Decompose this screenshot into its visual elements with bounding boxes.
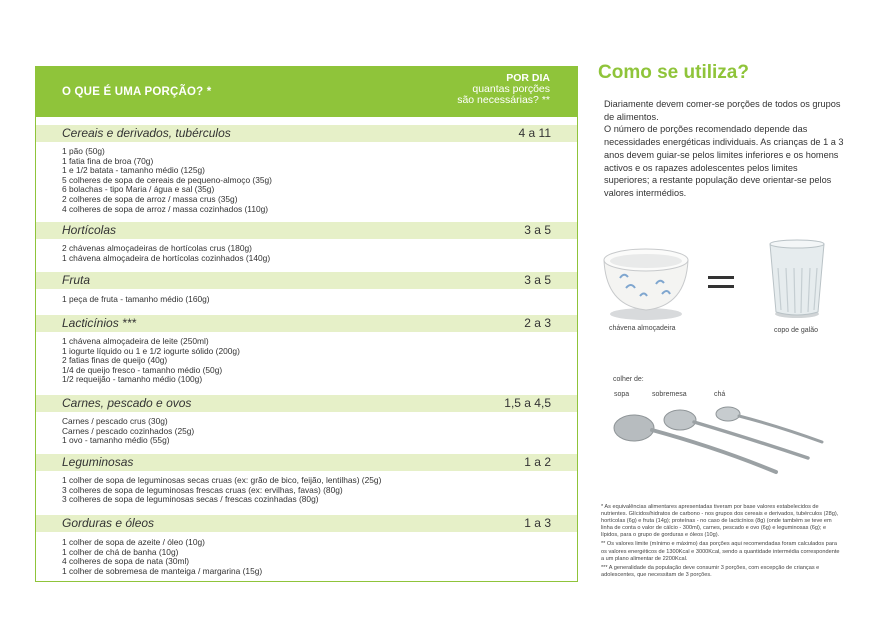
usage-description (604, 98, 844, 200)
category-items (62, 244, 270, 263)
usage-paragraph-1: Diariamente devem comer-se porções de todos os grupos de alimentos. (604, 99, 841, 122)
list-item: 1 e 1/2 batata - tamanho médio (125g) (62, 165, 205, 176)
category-cereais (36, 125, 577, 142)
category-range: 3 a 5 (524, 273, 551, 287)
category-range: 1 a 2 (524, 455, 551, 469)
category-name: Leguminosas (62, 455, 134, 469)
list-item: 1 colher de sobremesa de manteiga / margarina (15g) (62, 565, 263, 576)
list-item: 1 ovo - tamanho médio (55g) (62, 435, 170, 446)
category-name: Hortícolas (62, 223, 117, 237)
list-item: 2 colheres de sopa de arroz / massa crus (35g) (62, 193, 238, 204)
list-item: 1 colher de chá de banha (10g) (62, 546, 179, 557)
list-item: 1 chávena almoçadeira de hortícolas cozinhados (140g) (62, 252, 271, 263)
list-item: 4 colheres de sopa de nata (30ml) (62, 556, 190, 567)
list-item: 6 bolachas - tipo Maria / água e sal (35g) (62, 184, 215, 195)
question-heading: O QUE É UMA PORÇÃO? * (62, 86, 212, 98)
spoon-label-sobremesa: sobremesa (652, 391, 687, 398)
list-item: 1 iogurte líquido ou 1 e 1/2 iogurte sólido (200g) (62, 345, 240, 356)
category-name: Carnes, pescado e ovos (62, 396, 192, 410)
category-items (62, 538, 262, 576)
category-carnes (36, 395, 577, 412)
category-items (62, 417, 194, 446)
per-day-line1: quantas porções (472, 83, 550, 95)
usage-paragraph-2: O número de porções recomendado depende das necessidades energéticas individuais. As crianças de 1 a 3 anos devem guiar-se pelos limites inferiores e os homens activos e os rapazes adolescentes pelos limites superiores; a restante população deve orientar-se pelos valores intermédios. (604, 124, 844, 198)
table-header (36, 67, 577, 117)
category-lacticinios (36, 315, 577, 332)
list-item: 1 chávena almoçadeira de leite (250ml) (62, 336, 209, 346)
list-item: 2 fatias finas de queijo (40g) (62, 355, 168, 366)
category-name: Lacticínios *** (62, 316, 137, 330)
category-leguminosas (36, 454, 577, 471)
per-day-line2: são necessárias? ** (457, 94, 550, 106)
usage-title: Como se utiliza? (598, 62, 749, 83)
spoon-label-sopa: sopa (614, 391, 630, 398)
spoon-label: colher de: (613, 376, 644, 383)
category-items (62, 337, 240, 385)
category-fruta (36, 272, 577, 289)
footnote-3: *** A generalidade da população deve consumir 3 porções, com excepção de crianças e adolescentes, que necessitam de 3 porções. (601, 564, 820, 578)
glass-icon (766, 238, 828, 320)
category-range: 4 a 11 (518, 126, 551, 140)
per-day-heading (457, 73, 550, 106)
list-item: 4 colheres de sopa de arroz / massa cozinhados (110g) (62, 203, 269, 214)
list-item: Carnes / pescado crus (30g) (62, 416, 168, 426)
footnotes (601, 504, 843, 581)
category-name: Cereais e derivados, tubérculos (62, 126, 231, 140)
category-items (62, 295, 210, 305)
list-item: 5 colheres de sopa de cereais de pequeno-almoço (35g) (62, 174, 272, 185)
cup-icon (600, 244, 692, 322)
list-item: 3 colheres de sopa de leguminosas secas / frescas cozinhadas (80g) (62, 494, 319, 505)
portions-table (35, 66, 578, 582)
category-range: 2 a 3 (524, 316, 551, 330)
list-item: 1 colher de sopa de azeite / óleo (10g) (62, 537, 205, 547)
category-name: Gorduras e óleos (62, 516, 155, 530)
list-item: 1 colher de sopa de leguminosas secas cruas (ex: grão de bico, feijão, lentilhas) (25g) (62, 475, 382, 485)
category-horticolas (36, 222, 577, 239)
category-items (62, 147, 272, 214)
list-item: 1 fatia fina de broa (70g) (62, 155, 154, 166)
list-item: 3 colheres de sopa de leguminosas frescas cruas (ex: ervilhas, favas) (80g) (62, 484, 343, 495)
equals-icon (708, 276, 734, 289)
category-range: 1,5 a 4,5 (504, 396, 551, 410)
list-item: 1/4 de queijo fresco - tamanho médio (50g) (62, 364, 223, 375)
category-range: 3 a 5 (524, 223, 551, 237)
list-item: 1 peça de fruta - tamanho médio (160g) (62, 294, 210, 304)
spoon-label-cha: chá (714, 391, 726, 398)
footnote-2: ** Os valores limite (mínimo e máximo) das porções aqui recomendadas foram calculados para os valores energéticos de 1300Kcal e 3000Kcal, sendo a quantidade intermédia correspondente a um plano alimentar de 2200Kcal. (601, 541, 840, 562)
list-item: 2 chávenas almoçadeiras de hortícolas crus (180g) (62, 243, 252, 253)
glass-caption: copo de galão (774, 327, 818, 334)
per-day-title: POR DIA (506, 72, 550, 84)
spoons-icon (608, 398, 828, 478)
list-item: 1/2 requeijão - tamanho médio (100g) (62, 374, 203, 385)
category-range: 1 a 3 (524, 516, 551, 530)
footnote-1: * As equivalências alimentares apresentadas tiveram por base valores estabelecidos de nutrientes. Glícidos/hidratos de carbono - nos grupos dos cereais e derivados, tubérculos (28g), hortícolas (6g) e fruta (14g); proteínas - no caso de lacticínios (8g) (onde também se teve em linha de conta o valor de cálcio - 300ml), carnes, pescado e ovo (6g) e leguminosas (6g); e lípidos, para o grupo de gorduras e óleos (10g). (601, 504, 839, 539)
list-item: Carnes / pescado cozinhados (25g) (62, 425, 195, 436)
list-item: 1 pão (50g) (62, 146, 105, 156)
cup-caption: chávena almoçadeira (609, 325, 676, 332)
category-name: Fruta (62, 273, 91, 287)
category-items (62, 476, 381, 505)
category-gorduras (36, 515, 577, 532)
